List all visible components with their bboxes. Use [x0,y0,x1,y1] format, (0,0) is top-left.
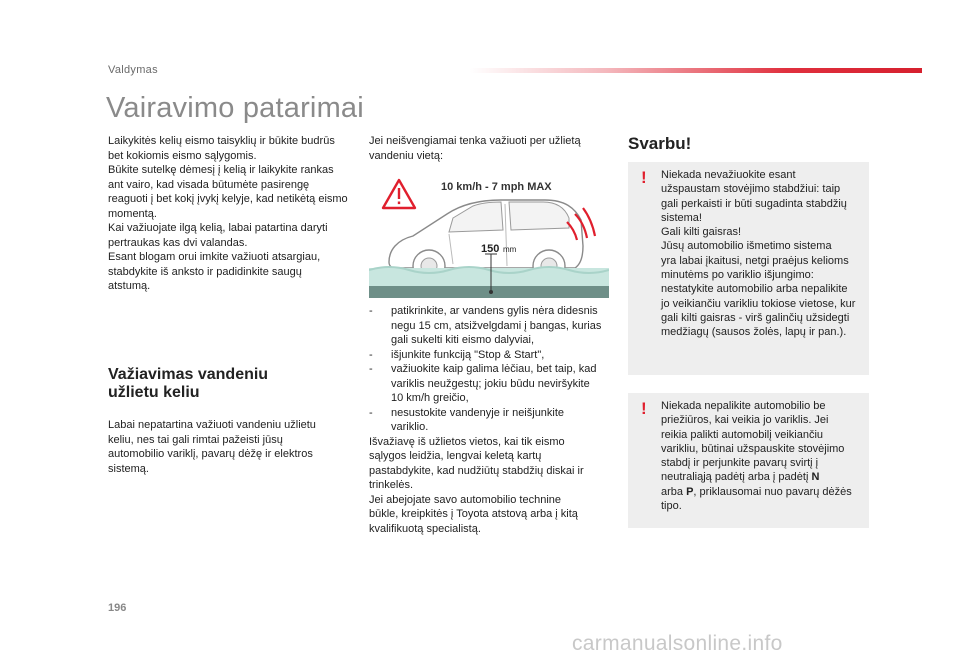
heading-line: Važiavimas vandeniu [108,366,269,383]
text-line: važiuokite kaip galima lėčiau, bet taip, kad [391,363,597,375]
text-line: jo veikiančiu varikliu tokiose vietose, kur [661,297,856,310]
flood-illustration [369,174,609,298]
text-line: priežiūros, kai veikia jo variklis. Jei [661,414,829,427]
text-line: užspaustam stovėjimo stabdžiui: taip [661,183,841,196]
water-paragraph [108,418,358,476]
text-line: būkle, kreipkitės į Toyota atstovą arba į kitą [369,508,578,520]
list-item [369,304,613,348]
text-line: pertraukas kas dvi valandas. [108,236,248,249]
text-line: variklio. [391,421,429,433]
text-line: sistemą. [108,462,149,475]
text-line: tipo. [661,500,682,513]
text-line: reaguoti į bet kokį įvykį kelyje, kad netikėtą eismo [108,193,348,205]
gear-letter-n: N [811,471,820,484]
text-line: išjunkite funkciją "Stop & Start", [391,348,545,361]
text-line: momentą. [108,207,157,220]
text-line: Kai važiuojate ilgą kelią, labai patartina daryti [108,222,328,234]
heading-line: užlietu keliu [108,384,200,401]
text-line: vandeniu vietą: [369,149,443,162]
text-line: Laikykitės kelių eismo taisyklių ir būkite budrūs [108,135,335,147]
text-line: minutėms po variklio išjungimo: [661,269,814,282]
text-line: stabdį ir perjunkite pavarų svirtį į [661,457,819,470]
warning-box-parking-brake [628,162,869,375]
flood-instructions [369,304,613,536]
text-line: Išvažiavę iš užlietos vietos, kai tik eismo [369,435,565,448]
header-rule [470,68,922,73]
text-line: nestatykite automobilio arba nepalikite [661,283,848,296]
text-line: gali sukelti kiti eismo dalyviai, [391,334,535,346]
list-item [369,362,613,406]
speed-limit-label: 10 km/h - 7 mph MAX [441,181,552,193]
text-line: Būkite sutelkę dėmesį į kelią ir laikykite rankas [108,164,334,176]
list-item [369,406,613,435]
text-fragment: arba [661,485,687,498]
list-dash: - [369,348,373,361]
text-line: varikliu, būtinai užspauskite stovėjimo [661,442,845,455]
text-line [661,485,866,499]
text-line: pastabdykite, kad nudžiūtų stabdžių diskai ir [369,464,584,477]
text-line: sistema! [661,211,702,224]
text-line: medžiagų (sausos žolės, lapų ir pan.). [661,326,847,339]
text-line: bet kokiomis eismo sąlygomis. [108,149,257,162]
text-line: patikrinkite, ar vandens gylis nėra didesnis [391,305,598,317]
water-section-heading [108,366,358,402]
text-line: Jūsų automobilio išmetimo sistema [661,240,832,253]
text-line: Labai nepatartina važiuoti vandeniu užlietu [108,419,316,431]
warning-text [661,168,866,340]
warning-box-engine-running [628,393,869,528]
list-item [369,348,613,363]
exclamation-icon: ! [641,399,647,418]
list-dash: - [369,363,373,375]
intro-paragraph [108,134,358,294]
depth-unit: mm [503,245,517,254]
text-line: gali kilti gaisras - virš galinčių užsidegti [661,311,850,324]
text-line: trinkelės. [369,479,414,491]
text-line: reikia palikti automobilį veikiančiu [661,428,824,441]
text-line: ant vairo, kad visada būtumėte pasirengę [108,178,310,191]
text-line: Niekada nevažiuokite esant [661,169,796,181]
text-line: Jei abejojate savo automobilio technine [369,493,562,506]
text-line: sąlygos leidžia, lengvai keletą kartų [369,450,542,462]
page-title: Vairavimo patarimai [106,92,364,124]
list-dash: - [369,305,373,317]
flood-intro [369,134,609,163]
text-line: automobilio variklį, pavarų dėžę ir elektros [108,448,313,460]
text-line: gali perkaisti ir būti sugadinta stabdžių [661,197,847,210]
text-line: 10 km/h greičio, [391,392,469,404]
text-line: kvalifikuotą specialistą. [369,522,481,535]
depth-value: 150 [481,243,500,255]
exclamation-icon: ! [641,168,647,187]
text-line: nesustokite vandenyje ir neišjunkite [391,406,565,419]
section-label: Valdymas [108,64,158,76]
gear-letter-p: P [686,485,694,498]
text-line: variklis neužgestų; jokiu būdu neviršykite [391,377,590,390]
page-number: 196 [108,602,127,614]
text-line: negu 15 cm, atsižvelgdami į bangas, kurias [391,319,602,332]
text-line: Jei neišvengiamai tenka važiuoti per užlietą [369,135,581,147]
important-heading: Svarbu! [628,134,692,153]
text-line: Niekada nepalikite automobilio be [661,400,826,412]
text-line: keliu, nes tai gali rimtai pažeisti jūsų [108,433,283,446]
flooded-car-drawing [369,174,609,298]
text-line: yra labai įkaitusi, netgi praėjus kelioms [661,254,849,267]
warning-triangle-icon [383,180,415,208]
watermark: carmanualsonline.info [572,632,783,655]
text-line: atstumą. [108,280,151,292]
warning-text [661,399,866,513]
list-dash: - [369,406,373,419]
text-line [661,470,866,484]
text-fragment: neutraliąją padėtį arba į padėtį [661,471,812,484]
text-line: Esant blogam orui imkite važiuoti atsargiau, [108,251,321,263]
text-line: Gali kilti gaisras! [661,226,742,239]
text-fragment: , priklausomai nuo pavarų dėžės [693,485,852,498]
text-line: stabdykite iš anksto ir padidinkite saugų [108,265,302,278]
